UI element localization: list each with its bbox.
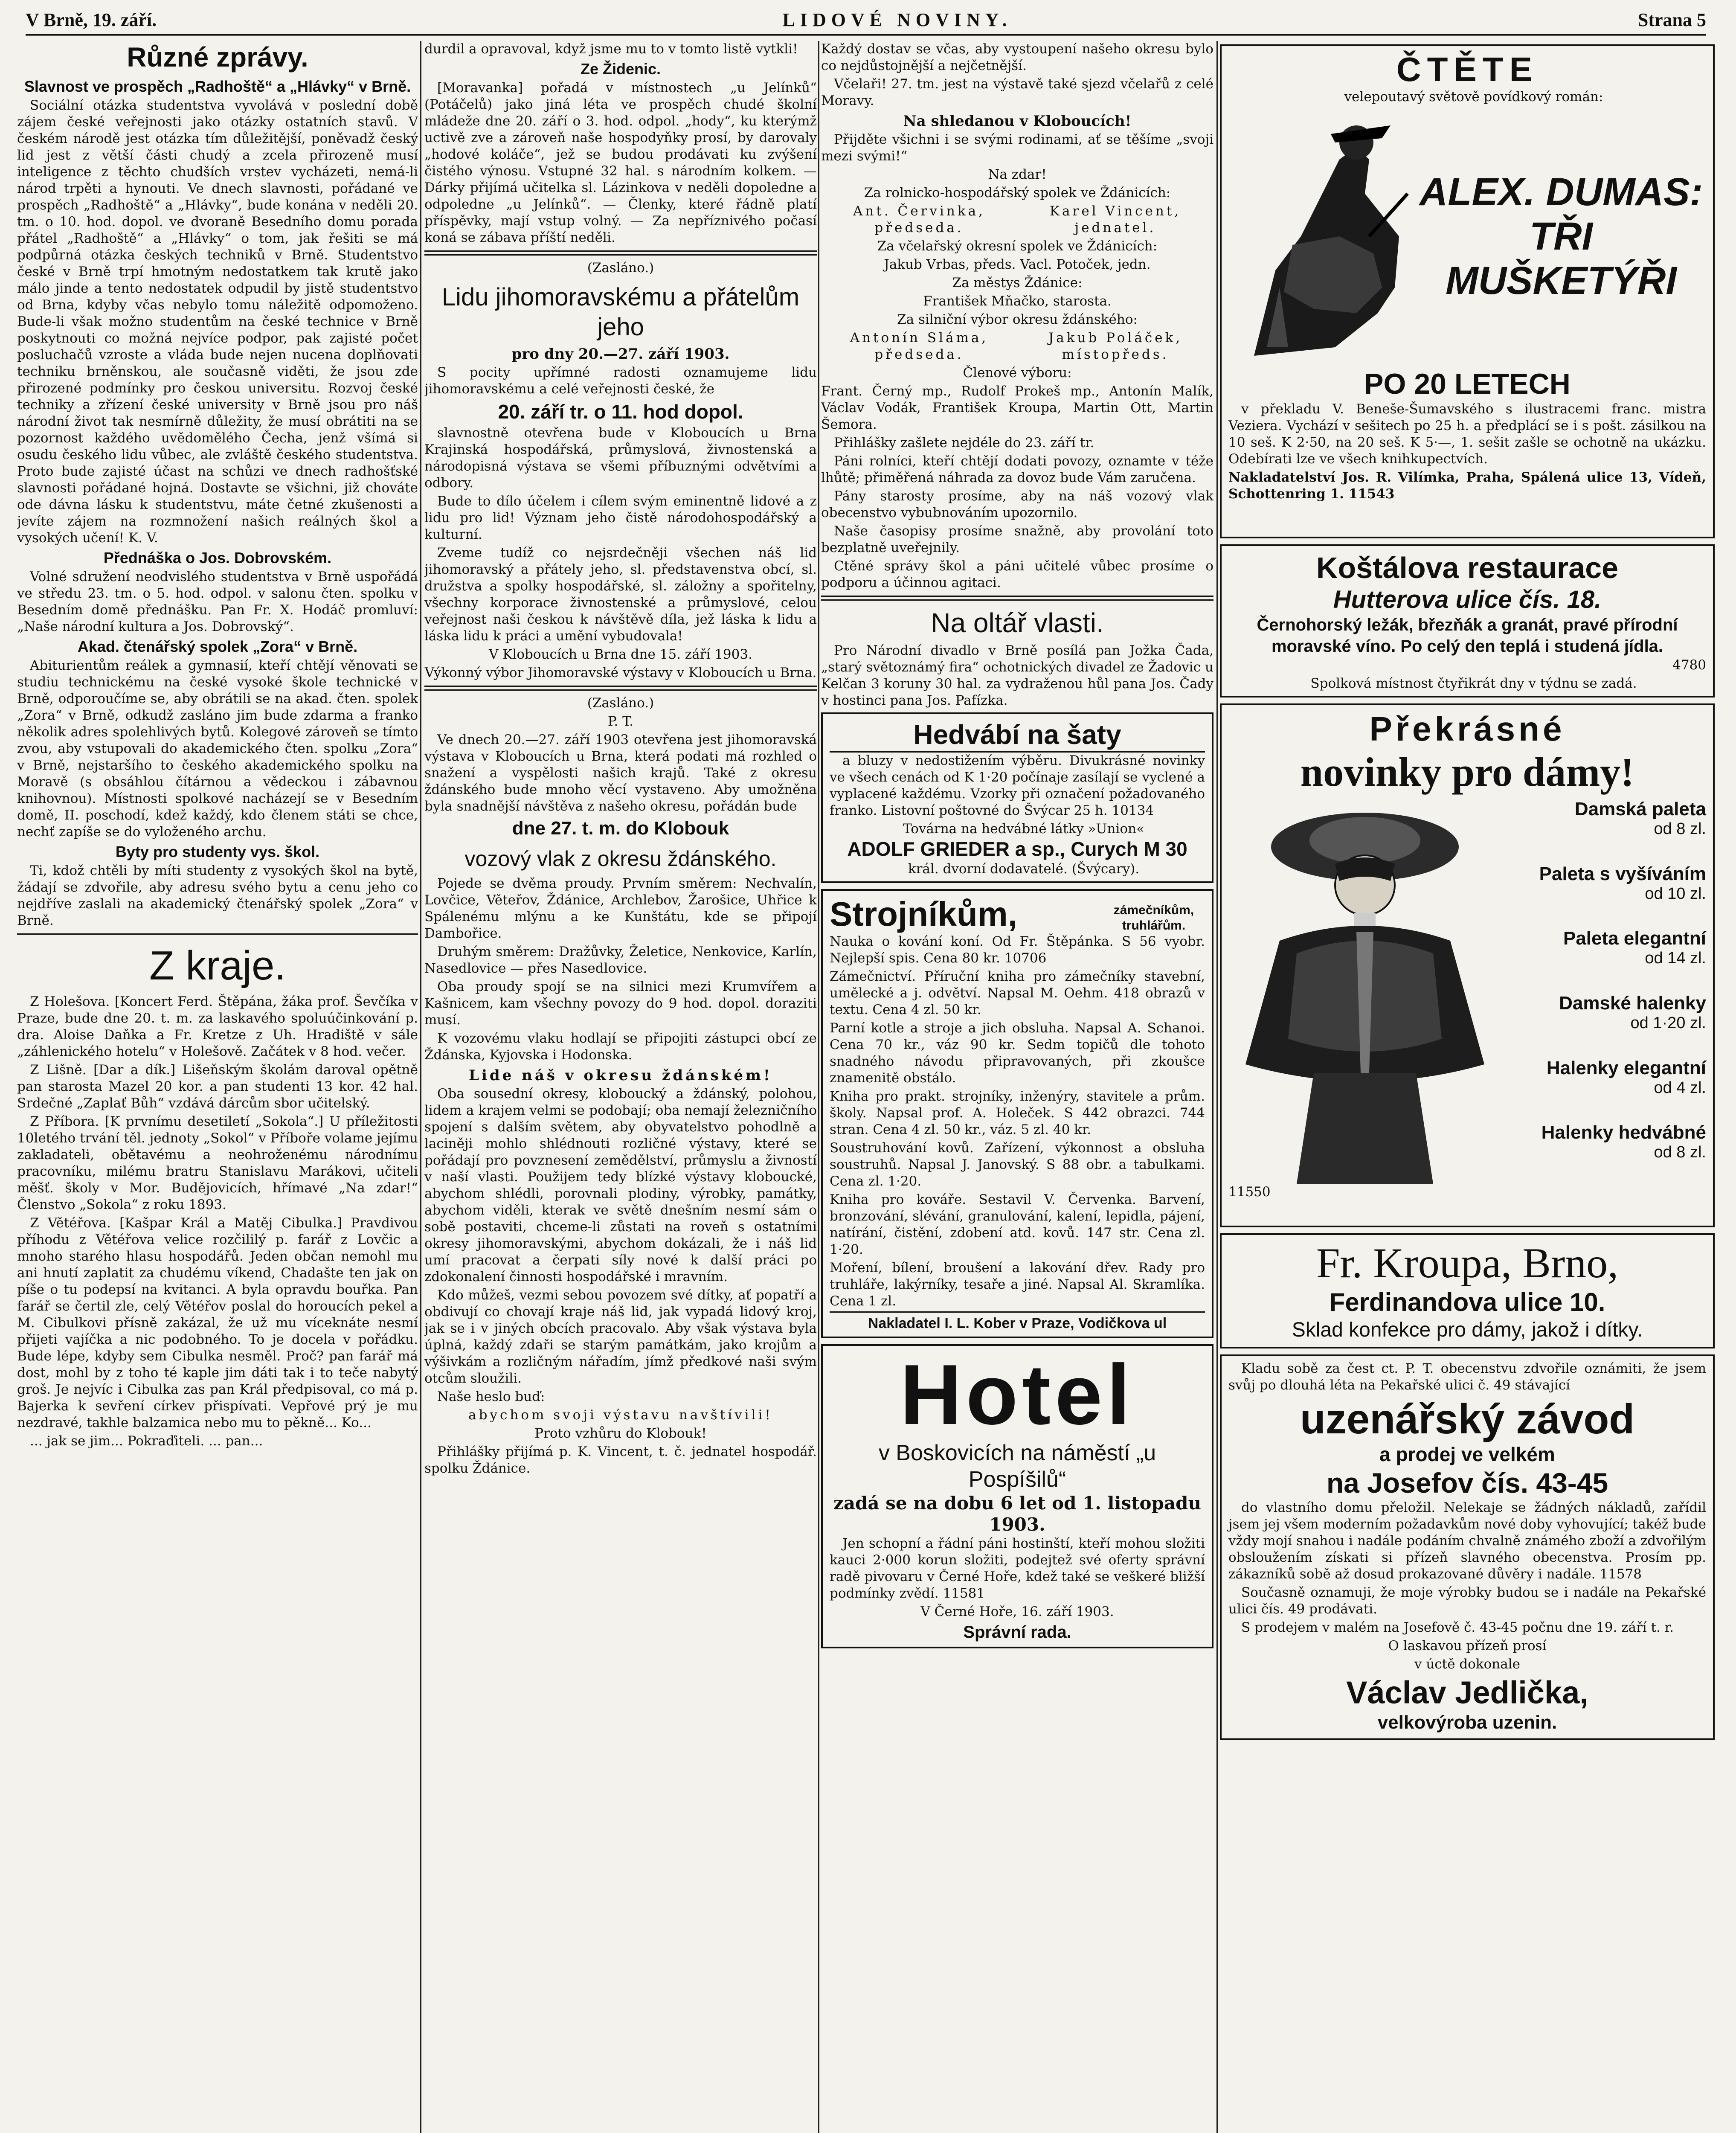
text-oba-okresy: Oba sousední okresy, kloboucký a ždánský, polohou, lidem a krajem velmi se podobají; oba nemají železničního spojení s dalším světem, aby obyvatelstvo pohodlně a laciněji mohlo shlédnouti rozličné výstavy, které se pořádají pro povznesení zemědělství, průmyslu a živností v naší vlasti. Použijem tedy blízké výstavy kloboucké, abychom shlédli, porovnali plodiny, výrobky, památky, abychom viděli, kterak ve světě dnešním nesmí sám o sobě postaviti, chceme-li zůstati na roveň s ostatními okresy jihomoravskými, abychom dokázali, že i náš lid umí pracovat a čerpati síly nové k další práci po zdokonalení činnosti hospodářské i mravním. bbox=[424, 1086, 817, 1284]
headline-lidu-jihomoravskemu: Lidu jihomoravskému a přátelům jeho bbox=[441, 283, 800, 341]
ad-jedlicka-title: uzenářský závod bbox=[1300, 1395, 1635, 1442]
ad-hedvabi bbox=[821, 712, 1213, 883]
zaslano-label: (Zasláno.) bbox=[587, 260, 654, 276]
price-item-name: Damské halenky bbox=[1559, 992, 1706, 1014]
text-k-vozu: K vozovému vlaku hodlají se připojiti zástupci obcí ze Ždánska, Kyjovska i Hodonska. bbox=[424, 1031, 817, 1063]
ad-kroupa-title: Fr. Kroupa, Brno, bbox=[1316, 1239, 1619, 1287]
price-item-price: od 8 zl. bbox=[1654, 820, 1706, 838]
price-item bbox=[1501, 1123, 1706, 1184]
ad-dumas-subtitle: velepoutavý světově povídkový román: bbox=[1344, 89, 1603, 105]
headline-na-oltar-vlasti: Na oltář vlasti. bbox=[931, 607, 1104, 638]
text-mestys: Za městys Ždánice: bbox=[952, 275, 1083, 291]
ad-book-item: Kniha pro prakt. strojníky, inženýry, stavitele a prům. školy. Napsal prof. A. Holeček. S 442 obrazci. 744 stran. Cena 4 zl. 50 kr., váz. 5 zl. 40 kr. bbox=[830, 1089, 1205, 1137]
article-text-veterov: Z Větéřova. [Kašpar Král a Matěj Cibulka.] Pravdivou příhodu z Větéřova velice rozčililý p. farář z Lovčic a mnoho starého hlasu hospodářů. Jeden občan nemohl mu ani hnutí zaplatit za chudému víkend, Chadašte ten jak on píše o tu podepsí na kvitanci. A byla opravdu bouřka. Pan farář se čertil zle, celý Větéřov poslal do horoucích pekel a M. Cibulkovi přísně zakázal, že už mu víceknáte nesmí přijeti vajíčka a nic podobného. To je docela v pořádku. Bude lépe, kdyby sem Cibulka nesměl. Proč? pan farář má dost, mohl by z toho té kaple jim dáti tak i to teče nabytý groš. Je nejvíc i Cibulka zas pan Král předpisoval, co má p. Bajerka k sevření církev přispívati. Vepřové prý je mu nezdravé, takhle balzamica nebo mu to pěkně... Ko... bbox=[17, 1215, 418, 1430]
ad-novinky-body bbox=[1228, 800, 1706, 1184]
ad-strojnikum-header bbox=[830, 895, 1205, 933]
signatures-row bbox=[821, 330, 1213, 365]
text-lidu-3: Bude to dílo účelem i cílem svým eminentně lidové a z lidu pro lid! Význam jeho čistě národohospodářský a kulturní. bbox=[424, 494, 817, 542]
text-members: Frant. Černý mp., Rudolf Prokeš mp., Antonín Malík, Václav Vodák, František Kroupa, Martin Ott, Martin Šemora. bbox=[821, 384, 1213, 432]
ad-jedlicka-prodej: a prodej ve velkém bbox=[1379, 1443, 1555, 1465]
article-text-top: durdil a opravoval, když jsme mu to v tomto listě vytkli! bbox=[424, 41, 798, 57]
price-item bbox=[1501, 865, 1706, 925]
text-vlak: Pojede se dvěma proudy. Prvním směrem: Nechvalín, Lovčice, Věteřov, Ždánice, Archlebov, Žarošice, Uhřice k Spálenému mlýnu a ke Kunštátu, kde se připojí Dambořice. bbox=[424, 876, 817, 941]
article-text-dobrovsky: Volné sdružení neodvislého studentstva v Brně uspořádá ve středu 23. tm. o 5. hod. odpol. v salonu čten. spolku v Besedním domě přednášku. Pan Fr. X. Hodáč promluví: „Naše národní kultura a Jos. Dobrovský“. bbox=[17, 569, 418, 634]
article-heading-byty: Byty pro studenty vys. škol. bbox=[115, 843, 320, 860]
masthead bbox=[26, 8, 1706, 36]
signature: Jakub Vrbas, předs. Vacl. Potoček, jedn. bbox=[884, 257, 1151, 272]
text-lidu-2: slavnostně otevřena bude v Kloboucích u Brna Krajinská hospodářská, průmyslová, živnostenská a národopisná výstava se všemi příbuznými odvětvími a odbory. bbox=[424, 425, 817, 491]
text-druhym: Druhým směrem: Dražůvky, Želetice, Nenkovice, Karlín, Nasedlovice — přes Nasedlovice. bbox=[424, 944, 817, 976]
article-heading-radhost: Slavnost ve prospěch „Radhoště“ a „Hlávky“ v Brně. bbox=[24, 78, 411, 95]
article-heading-dobrovsky: Přednáška o Jos. Dobrovském. bbox=[103, 549, 332, 567]
text-silnicni: Za silniční výbor okresu ždánského: bbox=[897, 312, 1138, 327]
divider bbox=[424, 250, 817, 256]
ad-book-item: Parní kotle a stroje a jich obsluha. Napsal A. Schanoi. Cena 70 kr., váz 90 kr. Sedm topičů dle tohoto snadného návodu připravovaných, při zkoušce znamenitě obstálo. bbox=[830, 1020, 1205, 1086]
text-lidu-signature: Výkonný výbor Jihomoravské výstavy v Kloboucích u Brna. bbox=[424, 665, 817, 680]
ad-kostal-number: 4780 bbox=[1672, 657, 1706, 673]
text-prihlasky: Přihlášky přijímá p. K. Vincent, t. č. jednatel hospodář. spolku Ždánice. bbox=[424, 1444, 817, 1476]
text-na-zdar: Na zdar! bbox=[988, 167, 1047, 182]
masthead-title: LIDOVÉ NOVINY. bbox=[782, 9, 1012, 30]
ad-novinky-pro-damy bbox=[1220, 703, 1715, 1227]
headline-dates: pro dny 20.—27. září 1903. bbox=[511, 346, 730, 363]
text-kdo: Kdo můžeš, vezmi sebou povozem své dítky, ať popatří a obdivují co chovají kraje náš lid, jak vypadá lidový kroj, jak se i v jiných obcích pracovalo. Aby však výstava byla úplná, každý zdaři se starým památkám, jako krojům a výšivkám a rozličným nářadím, jímž předkové naši svým otcům sloužili. bbox=[424, 1287, 817, 1386]
price-item bbox=[1501, 994, 1706, 1055]
ad-dumas-body bbox=[1228, 108, 1706, 364]
ad-dumas-text: v překladu V. Beneše-Šumavského s ilustracemi franc. mistra Veziera. Vychází v sešitech po 25 h. a předplácí se i s pošt. zásilkou na 10 seš. K 2·50, na 20 seš. K 5·—, 1. sešit zašle se ochotně na ukázku. Odebírati lze ve všech knihkupectvích. bbox=[1228, 401, 1706, 467]
text-proto: Proto vzhůru do Klobouk! bbox=[534, 1426, 707, 1441]
ad-novinky-prekrasne: Překrásné bbox=[1369, 710, 1565, 748]
column-3 bbox=[821, 41, 1213, 2133]
article-text-zidenice: [Moravanka] pořadá v místnostech „u Jelínků“ (Potáčelů) jako jiná léta ve prospěch chudé školní mládeže dne 20. září o 3. hod. odpol. „hody“, ku kterýmž uctivě zve a zároveň naše hospodyňky prosí, by darovaly „hodové koláče“, jež se budou prodávati ku zvýšení čistého výnosu. Vstupné 32 hal. s národním kolkem. — Dárky přijímá učitelka sl. Lázinkova v neděli dopoledne a odpoledne „u Jelínků“. — Členky, které řádně platí příspěvky, mají vstup volný. — Za nepříznivého počasí koná se zábava příští neděli. bbox=[424, 80, 817, 245]
ad-kostal-title: Koštálova restaurace bbox=[1316, 551, 1619, 584]
price-item-name: Paleta elegantní bbox=[1563, 928, 1706, 949]
ad-hedvabi-text: a bluzy v nedostižením výběru. Divukrásné novinky ve všech cenách od K 1·20 počínaje zasílají se vyclené a vyplacené každému. Vzorky při označení požadovaného franko. Listovní poštovné do Švýcar 25 h. 10134 bbox=[830, 753, 1205, 818]
signature: Jakub Poláček, místopředs. bbox=[1048, 330, 1183, 362]
text-abychom: abychom svoji výstavu navštívili! bbox=[468, 1407, 773, 1423]
ad-hotel-signature: Správní rada. bbox=[963, 1623, 1071, 1642]
article-text-pribor: Z Příbora. [K prvnímu desetiletí „Sokola“.] U příležitosti 10letého trvání těl. jednoty „Sokol“ v Příboře volame jejímu zakladateli, obětavému a neohroženému národnímu pracovníku, milému bratru Stanislavu Marákovi, učiteli měšť. školy v Mor. Budějovicích, hřímavé „Na zdar!“ Členstvo „Sokola“ z roku 1893. bbox=[17, 1114, 418, 1212]
ad-hotel-title: Hotel bbox=[900, 1347, 1135, 1442]
article-text-zora: Abiturientům reálek a gymnasií, kteří chtějí věnovati se studiu technickému na české vysoké škole technické v Brně, odporoučíme se, aby obrátili se na akad. čten. spolek „Zora“ v Brně, odkudž zasláno jim bude zdarma a franko několik adres spolehlivých bytů. Kolegové zároveň se tímto zvou, aby vstupovali do akademického čten. spolku „Zora“ v Brně, nejstaršího to českého akademického spolku na Moravě (s obsáhlou čítárnou a vědeckou i zábavnou knihovnou). Místnosti spolkové nacházejí se v Besedním domě, II. poschodí, kdež každý, kdo členem státi se chce, nechť zapíše se do vyloženého archu. bbox=[17, 658, 418, 840]
divider bbox=[424, 686, 817, 691]
ad-hotel-place: V Černé Hoře, 16. září 1903. bbox=[920, 1604, 1114, 1619]
text-rolnicko: Za rolnicko-hospodářský spolek ve Ždánicích: bbox=[864, 185, 1171, 201]
text-pany: Pány starosty prosíme, aby na náš vozový vlak obecenstvo vybubnováním upozornilo. bbox=[821, 488, 1213, 520]
text-lidu-4: Zveme tudíž co nejsrdečněji všechen náš lid jihomoravský a přátely jeho, sl. představenstva obcí, sl. družstva a spolky hospodářské, sl. záložny a spořitelny, všechny korporace živnostenské a průmyslové, celou veřejnost naši českou k návštěvě díla, jež láska k lidu a láska lidu k práci a umění vybudovala! bbox=[424, 545, 817, 644]
column-divider bbox=[818, 41, 819, 2133]
text-ve-dnech: Ve dnech 20.—27. září 1903 otevřena jest jihomoravská výstava v Kloboucích u Brna, která podati má rozhled o snažení a vyspělosti našich krajů. Také z okresu ždánského bude mnoho věcí vystaveno. Aby umožněna byla snadnější návštěva z našeho okresu, pořádán bude bbox=[424, 732, 817, 814]
text-ctene: Ctěné správy škol a páni učitelé vůbec prosíme o podporu a účinnou agitaci. bbox=[821, 558, 1213, 590]
ad-kroupa-address: Ferdinandova ulice 10. bbox=[1329, 1288, 1605, 1316]
price-item-name: Halenky elegantní bbox=[1546, 1057, 1706, 1078]
ad-book-item: Nauka o kování koní. Od Fr. Štěpánka. S 56 vyobr. Nejlepší spis. Cena 80 kr. 10706 bbox=[830, 934, 1205, 966]
text-casopisy: Naše časopisy prosíme snažně, aby provolání toto bezplatně uveřejnily. bbox=[821, 523, 1213, 555]
ad-book-item: Kniha pro kováře. Sestavil V. Červenka. Barvení, bronzování, slévání, granulování, kalení, lepidla, pájení, natírání, čistění, zdobení atd. kovů. 147 str. Cena zl. 1·20. bbox=[830, 1192, 1205, 1257]
musketeer-rider-illustration bbox=[1228, 108, 1412, 364]
ad-novinky-title: novinky pro dámy! bbox=[1300, 749, 1634, 795]
lady-in-jacket-illustration bbox=[1228, 800, 1501, 1184]
column-1 bbox=[17, 41, 418, 2133]
signature: Ant. Červinka, předseda. bbox=[853, 203, 985, 235]
salutation: P. T. bbox=[607, 714, 634, 729]
text-lidu-1: S pocity upřímné radosti oznamujeme lidu jihomoravskému a celé veřejnosti české, že bbox=[424, 365, 817, 397]
ad-hotel bbox=[821, 1344, 1213, 1648]
article-text-lisen: Z Lišně. [Dar a dík.] Lišeňským školám daroval opětně pan starosta Mazel 20 kor. a pan studenti 13 kor. 42 hal. Srdečné „Zaplať Bůh“ vzdává dárcům sbor učitelský. bbox=[17, 1062, 418, 1111]
column-divider bbox=[1216, 41, 1218, 2133]
ad-book-item: Moření, bílení, broušení a lakování dřev. Rady pro truhláře, lakýrníky, tesaře a jiné. Napsal Al. Skramlíka. Cena 1 zl. bbox=[830, 1260, 1205, 1309]
ad-jedlicka-text: do vlastního domu přeložil. Nelekaje se žádných nákladů, zařídil jsem jej všem moderním požadavkům nové doby vyhovující; takéž bude vždy mojí snahou i nadále podáním chvalně známého zboží a zdvořilým obsloužením získati si přízeň slavného obecenstva. Prosím pp. zákazníků sobě až dosud prokazované důvěry i nadále. 11578 bbox=[1228, 1500, 1706, 1582]
article-text-holesov: Z Holešova. [Koncert Ferd. Štěpána, žáka prof. Ševčíka v Praze, bude dne 20. t. m. za laskavého spoluúčinkování p. dra. Aloise Daňka a Fr. Kretze z Uh. Hradiště v sále „záhlenického hotelu“ v Holešově. Začátek v 8 hod. večer. bbox=[17, 994, 418, 1059]
column-2 bbox=[424, 41, 817, 2133]
ad-kostal-address: Hutterova ulice čís. 18. bbox=[1333, 586, 1602, 613]
masthead-date: V Brně, 19. září. bbox=[26, 9, 157, 30]
ad-book-item: Zámečnictví. Příruční kniha pro zámečníky stavební, umělecké a j. odvětví. Napsal M. Oehm. 418 obrazů v textu. Cena 4 zl. 50 kr. bbox=[830, 969, 1205, 1017]
ad-dumas-publisher: Nakladatelství Jos. R. Vilímka, Praha, Spálená ulice 13, Vídeň, Schottenring 1. 11543 bbox=[1228, 470, 1706, 502]
ad-hedvabi-dodavatel: král. dvorní dodavatelé. (Švýcary). bbox=[908, 861, 1140, 877]
price-item-price: od 10 zl. bbox=[1645, 884, 1706, 903]
section-title-z-kraje: Z kraje. bbox=[149, 943, 286, 988]
headline-dne-27: dne 27. t. m. do Klobouk bbox=[512, 818, 729, 839]
article-text-continued: ... jak se jim... Pokraďiteli. ... pan... bbox=[30, 1433, 263, 1449]
text-lidu-place: V Kloboucích u Brna dne 15. září 1903. bbox=[489, 647, 752, 662]
ad-dumas-title: ALEX. DUMAS: TŘI MUŠKETÝŘI bbox=[1419, 170, 1703, 302]
signature: Karel Vincent, jednatel. bbox=[1049, 203, 1182, 235]
ad-jedlicka-soucasne: Současně oznamuji, že moje výrobky budou se i nadále na Pekařské ulici čís. 49 prodávati. bbox=[1228, 1585, 1706, 1617]
ad-jedlicka bbox=[1220, 1354, 1715, 1740]
headline-na-shledanou: Na shledanou v Kloboucích! bbox=[903, 113, 1132, 130]
ad-hedvabi-company: ADOLF GRIEDER a sp., Curych M 30 bbox=[847, 838, 1187, 860]
text-nase-heslo: Naše heslo buď: bbox=[437, 1389, 545, 1404]
ad-dumas-ctete: ČTĚTE bbox=[1396, 50, 1539, 88]
ad-hotel-zada: zadá se na dobu 6 let od 1. listopadu 1903. bbox=[833, 1493, 1201, 1535]
price-item bbox=[1501, 1059, 1706, 1119]
ad-strojnikum-title: Strojníkům, bbox=[830, 895, 1018, 933]
text-clenove: Členové výboru: bbox=[963, 365, 1072, 381]
ad-strojnikum-publisher: Nakladatel I. L. Kober v Praze, Vodičkova ul bbox=[830, 1311, 1205, 1332]
text-vcelari: Včelaři! 27. tm. jest na výstavě také sjezd včelařů z celé Moravy. bbox=[821, 76, 1213, 108]
ad-hotel-text: Jen schopní a řádní páni hostinští, kteří mohou složiti kauci 2·000 korun složiti, podejtež své oferty správní radě pivovaru v Černé Hoře, kdež také se veškeré bližší podmínky zvědí. 11581 bbox=[830, 1536, 1205, 1601]
ad-dumas bbox=[1220, 44, 1715, 538]
price-item-price: od 14 zl. bbox=[1645, 949, 1706, 968]
ad-jedlicka-intro: Kladu sobě za čest ct. P. T. obecenstvu zdvořile oznámiti, že jsem svůj po dlouhá léta na Pekařské ulici č. 49 stávající bbox=[1228, 1361, 1706, 1393]
ad-kostal-text: Černohorský ležák, březňák a granát, pravé přírodní moravské víno. Po celý den teplá i studená jídla. bbox=[1257, 616, 1678, 656]
article-heading-zidenice: Ze Židenic. bbox=[580, 60, 661, 78]
ad-book-item: Soustruhování kovů. Zařízení, výkonnost a obsluha soustruhů. Napsal J. Janovský. S 88 obr. a tabulkami. Cena zl. 1·20. bbox=[830, 1140, 1205, 1189]
text-top: Každý dostav se včas, aby vystoupení našeho okresu bylo co nejdůstojnější a nejčetnější. bbox=[821, 41, 1213, 73]
signature: František Mňačko, starosta. bbox=[923, 294, 1112, 309]
ad-hedvabi-title: Hedvábí na šaty bbox=[830, 718, 1205, 753]
headline-lide: Lide náš v okresu ždánském! bbox=[469, 1067, 772, 1084]
column-4 bbox=[1220, 41, 1715, 2133]
price-item-name: Halenky hedvábné bbox=[1541, 1122, 1706, 1143]
price-item-name: Damská paleta bbox=[1574, 799, 1706, 819]
ad-kroupa bbox=[1220, 1233, 1715, 1348]
ad-hedvabi-tovarna: Továrna na hedvábné látky »Union« bbox=[903, 821, 1145, 837]
masthead-page-number: Strana 5 bbox=[1637, 9, 1706, 30]
ad-hotel-location: v Boskovicích na náměstí „u Pospíšilů“ bbox=[878, 1441, 1156, 1492]
ad-jedlicka-prizen: O laskavou přízeň prosí bbox=[1388, 1638, 1547, 1654]
price-list bbox=[1501, 800, 1706, 1184]
divider bbox=[821, 596, 1213, 601]
zaslano-label: (Zasláno.) bbox=[587, 695, 654, 711]
text-vcelarsky: Za včelařský okresní spolek ve Ždánicích: bbox=[877, 238, 1158, 254]
article-text-byty: Ti, kdož chtěli by míti studenty z vysokých škol na bytě, žádají se zdvořile, aby adresu svého bytu a cenu jeho co nejdříve zaslali na akademický čtenářský spolek „Zora“ v Brně. bbox=[17, 863, 418, 928]
price-item bbox=[1501, 800, 1706, 860]
ad-kroupa-sklad: Sklad konfekce pro dámy, jakož i dítky. bbox=[1292, 1319, 1643, 1341]
ad-dumas-title-wrap bbox=[1416, 108, 1706, 364]
ad-jedlicka-sprodejem: S prodejem v malém na Josefově č. 43-45 počnu dne 19. září t. r. bbox=[1241, 1620, 1674, 1635]
price-item-name: Paleta s vyšíváním bbox=[1539, 863, 1706, 884]
ad-jedlicka-velko: velkovýroba uzenin. bbox=[1377, 1712, 1557, 1733]
ad-jedlicka-oddany: v úctě dokonale bbox=[1414, 1656, 1520, 1672]
ad-kostal bbox=[1220, 544, 1715, 697]
ad-jedlicka-address: na Josefov čís. 43-45 bbox=[1326, 1467, 1608, 1499]
ad-jedlicka-name: Václav Jedlička, bbox=[1346, 1675, 1588, 1710]
price-item bbox=[1501, 929, 1706, 990]
text-prijdete: Přijděte všichni i se svými rodinami, ať se těšíme „svoji mezi svými!“ bbox=[821, 132, 1213, 164]
signature: Antonín Sláma, předseda. bbox=[850, 330, 989, 362]
text-oltar: Pro Národní divadlo v Brně posílá pan Jožka Čada, „starý světoznámý fira“ ochotnických divadel ze Žadovic u Kelčan 3 koruny 30 hal. za vydraženou hůl pana Jos. Čady v hostinci pana Jos. Pafízka. bbox=[821, 643, 1213, 708]
ad-novinky-number: 11550 bbox=[1228, 1184, 1271, 1200]
article-text-radhost: Sociální otázka studentstva vyvolává v poslední době zájem české veřejnosti jako otázky ostatních stavů. V českém národě jest otázka tím důležitější, poněvadž český lid jest z větší části chudý a zcela přirozeně musí inteligence z těchto chudších vrstev vycházeti, nemá-li národ trpěti a hynouti. Ve dnech slavnosti, pořádané ve prospěch „Radhoště“ a „Hlávky“, bude konána v neděli 20. tm. o 10. hod. dopol. ve dvoraně Besedního domu porada přátel „Radhoště“ a „Hlávky“ o tom, jak řešiti se má podpůrná otázka českých techniků v Brně. Studentstvo české v Brně trpí hmotným nedostatkem tak krutě jako málo jinde a tento nedostatek odpudil by jistě studentstvo od Brna, kdyby včas nebylo tomu náležitě odpomoženo. Bude-li však možno studentům na české technice v Brně poskytnouti co možná nejvíce podpor, pak zajisté počet posluchačů vzroste a vláda bude nejen nucena doplňovati techniku brněnskou, ale současně viděti, že jsou zde přirozené podmínky pro českou universitu. Rozvoj české techniky a zřízení české university v Brně jsou pro náš národní život tak nesmírně důležity, že musí obrátiti na se pozornost každého uvědomělého Čecha, jenž všímá si osudu českého lidu vůbec, ale zvláště českého studentstva. Proto bude zajisté účast na schůzi ve dnech radhošťské slavnosti pořádané hojná. Dostavte se všichni, již chováte ode dávna lásku k studentstvu, máte četné zkušenosti a jevíte zájem na rozmnožení našich reálných škol a vysokých učení! K. V. bbox=[17, 98, 418, 546]
ad-strojnikum bbox=[821, 889, 1213, 1338]
section-title-ruzne-zpravy: Různé zprávy. bbox=[127, 42, 308, 73]
ad-dumas-po20: PO 20 LETECH bbox=[1364, 368, 1571, 400]
text-pani-rolnici: Páni rolníci, kteří chtějí dodati povozy, oznamte v téže lhůtě; přiměřená náhrada za dovoz bude Vám zaručena. bbox=[821, 453, 1213, 485]
text-oba: Oba proudy spojí se na silnici mezi Krumvířem a Kašnicem, kam všechny povozy do 9 hod. dopol. doraziti musí. bbox=[424, 979, 817, 1028]
text-prihlasky: Přihlášky zašlete nejdéle do 23. září tr. bbox=[834, 435, 1094, 450]
article-heading-zora: Akad. čtenářský spolek „Zora“ v Brně. bbox=[77, 638, 358, 655]
price-item-price: od 4 zl. bbox=[1654, 1078, 1706, 1097]
ad-strojnikum-subtitle: zámečníkům, truhlářům. bbox=[1113, 903, 1194, 933]
price-item-price: od 8 zl. bbox=[1654, 1143, 1706, 1162]
divider bbox=[17, 933, 418, 935]
headline-opening-date: 20. září tr. o 11. hod dopol. bbox=[498, 401, 743, 423]
signatures-row bbox=[821, 203, 1213, 238]
price-item-price: od 1·20 zl. bbox=[1630, 1014, 1706, 1032]
column-divider bbox=[420, 41, 421, 2133]
headline-vozovy-vlak: vozový vlak z okresu ždánského. bbox=[464, 847, 777, 871]
ad-kostal-small: Spolková místnost čtyřikrát dny v týdnu se zadá. bbox=[1310, 676, 1637, 691]
